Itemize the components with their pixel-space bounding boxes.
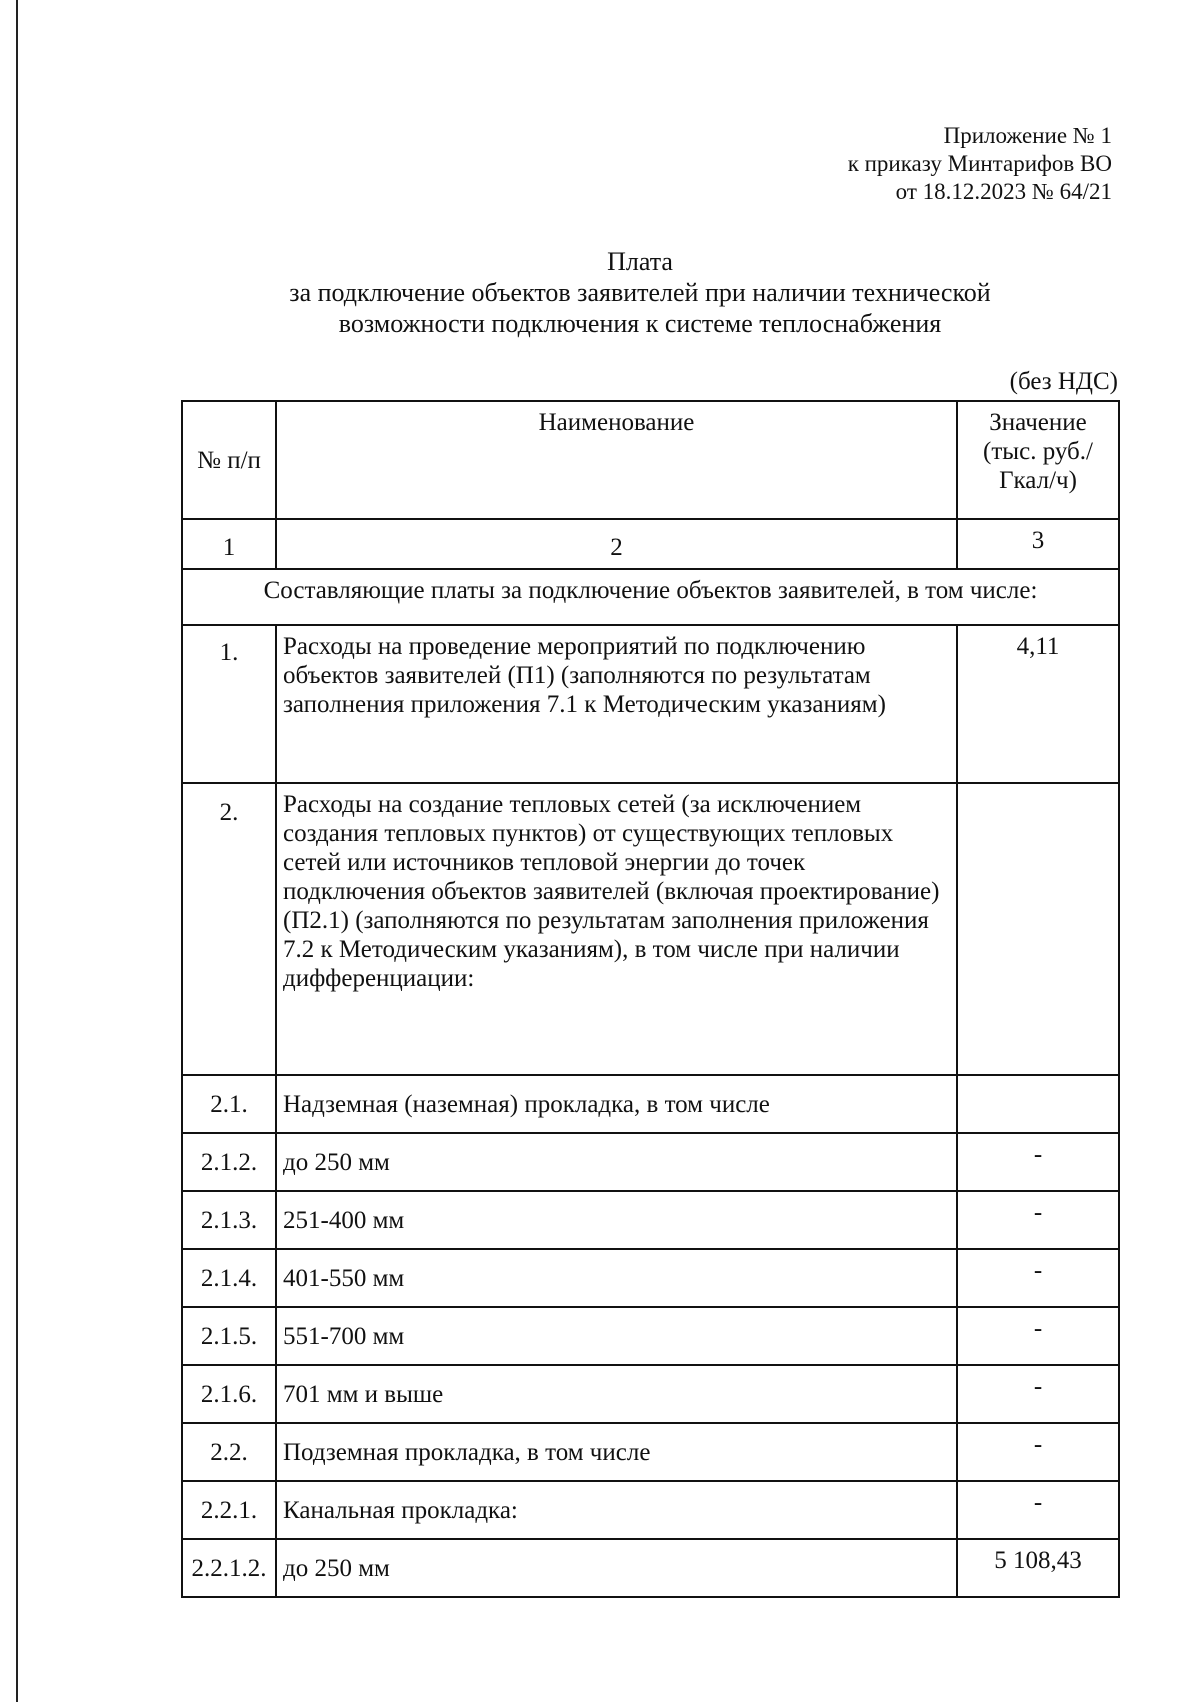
- row-name: до 250 мм: [276, 1539, 957, 1597]
- row-name: до 250 мм: [276, 1133, 957, 1191]
- header-row: [182, 401, 1119, 519]
- section-heading: Составляющие платы за подключение объектов заявителей, в том числе:: [182, 569, 1119, 625]
- row-num: 2.1.3.: [182, 1191, 276, 1249]
- title-line-2: за подключение объектов заявителей при наличии технической: [289, 278, 991, 307]
- row-name: Расходы на проведение мероприятий по подключению объектов заявителей (П1) (заполняются по результатам заполнения приложения 7.1 к Методическим указаниям): [276, 625, 957, 783]
- row-value: -: [957, 1191, 1119, 1249]
- header-num: № п/п: [182, 401, 276, 519]
- row-value: -: [957, 1133, 1119, 1191]
- table-row: [182, 1481, 1119, 1539]
- row-name: Подземная прокладка, в том числе: [276, 1423, 957, 1481]
- row-num: 2.1.6.: [182, 1365, 276, 1423]
- row-name: 251-400 мм: [276, 1191, 957, 1249]
- title-line-3: возможности подключения к системе теплоснабжения: [338, 309, 942, 338]
- row-value: 4,11: [957, 625, 1119, 783]
- row-name: Расходы на создание тепловых сетей (за исключением создания тепловых пунктов) от существующих тепловых сетей или источников тепловой энергии до точек подключения объектов заявителей (включая проектирование) (П2.1) (заполняются по результатам заполнения приложения 7.2 к Методическим указаниям), в том числе при наличии дифференциации:: [276, 783, 957, 1075]
- column-number-row: [182, 519, 1119, 569]
- row-num: 2.1.2.: [182, 1133, 276, 1191]
- row-name: 551-700 мм: [276, 1307, 957, 1365]
- row-num: 2.2.1.: [182, 1481, 276, 1539]
- table-row: [182, 1423, 1119, 1481]
- document-title: [240, 246, 1040, 339]
- row-value: -: [957, 1481, 1119, 1539]
- table-row: [182, 1249, 1119, 1307]
- row-value: [957, 1075, 1119, 1133]
- header-name: Наименование: [276, 401, 957, 519]
- row-num: 2.1.: [182, 1075, 276, 1133]
- row-num: 2.: [182, 783, 276, 1075]
- row-value: -: [957, 1365, 1119, 1423]
- row-num: 2.1.4.: [182, 1249, 276, 1307]
- row-name: 401-550 мм: [276, 1249, 957, 1307]
- row-name: 701 мм и выше: [276, 1365, 957, 1423]
- table-row: [182, 1365, 1119, 1423]
- row-name: Канальная прокладка:: [276, 1481, 957, 1539]
- row-name: Надземная (наземная) прокладка, в том числе: [276, 1075, 957, 1133]
- title-line-1: Плата: [607, 247, 673, 276]
- table-row: [182, 1191, 1119, 1249]
- attachment-note: [848, 122, 1112, 206]
- page-border: [16, 0, 18, 1702]
- row-value: -: [957, 1307, 1119, 1365]
- fee-table: [181, 400, 1120, 1598]
- attachment-line-2: к приказу Минтарифов ВО: [847, 151, 1112, 176]
- column-number: 3: [957, 519, 1119, 569]
- vat-note: (без НДС): [1009, 368, 1118, 395]
- table-row: [182, 1539, 1119, 1597]
- row-value: [957, 783, 1119, 1075]
- table-row: [182, 1075, 1119, 1133]
- row-num: 2.1.5.: [182, 1307, 276, 1365]
- column-number: 1: [182, 519, 276, 569]
- attachment-line-1: Приложение № 1: [943, 123, 1112, 148]
- row-num: 2.2.1.2.: [182, 1539, 276, 1597]
- table-row: [182, 625, 1119, 783]
- header-value: Значение (тыс. руб./Гкал/ч): [957, 401, 1119, 519]
- table-row: [182, 783, 1119, 1075]
- row-value: 5 108,43: [957, 1539, 1119, 1597]
- column-number: 2: [276, 519, 957, 569]
- row-value: -: [957, 1249, 1119, 1307]
- section-row: [182, 569, 1119, 625]
- row-num: 1.: [182, 625, 276, 783]
- table-row: [182, 1307, 1119, 1365]
- attachment-line-3: от 18.12.2023 № 64/21: [895, 179, 1112, 204]
- row-value: -: [957, 1423, 1119, 1481]
- row-num: 2.2.: [182, 1423, 276, 1481]
- table-row: [182, 1133, 1119, 1191]
